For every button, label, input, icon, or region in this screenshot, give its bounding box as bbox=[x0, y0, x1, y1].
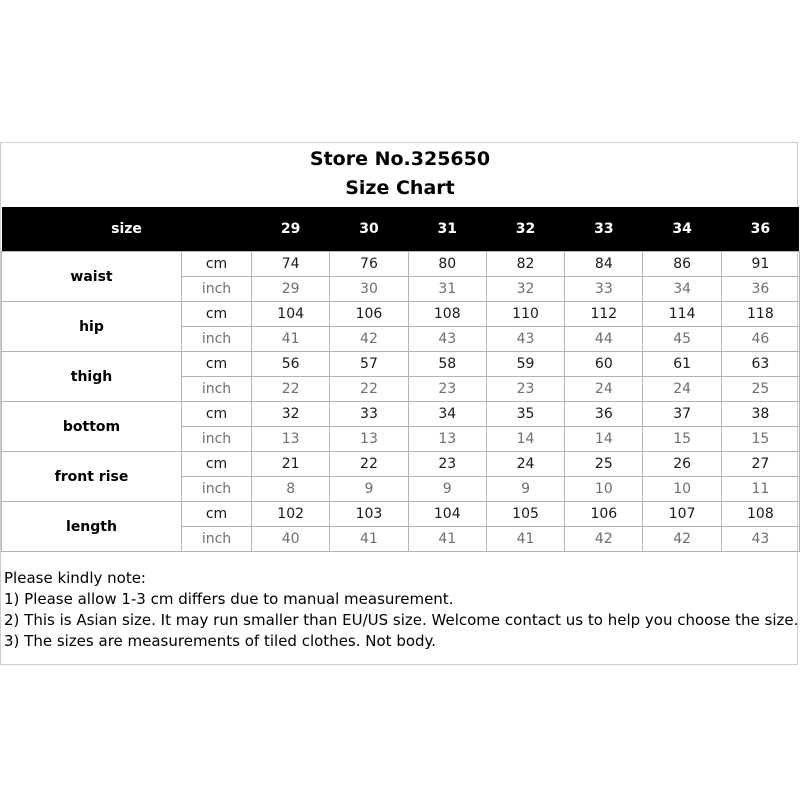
table-cell-cm: 112 bbox=[565, 302, 643, 327]
size-chart-table bbox=[1, 207, 800, 552]
table-cell-inch: 40 bbox=[252, 527, 330, 552]
table-cell-cm: 114 bbox=[643, 302, 721, 327]
table-cell-cm: 21 bbox=[252, 452, 330, 477]
table-cell-cm: 82 bbox=[486, 252, 564, 277]
size-col-header: 32 bbox=[486, 207, 564, 252]
table-cell-cm: 37 bbox=[643, 402, 721, 427]
note-item: 3) The sizes are measurements of tiled clothes. Not body. bbox=[4, 632, 437, 650]
table-cell-cm: 23 bbox=[408, 452, 486, 477]
table-cell-inch: 41 bbox=[408, 527, 486, 552]
table-cell-inch: 13 bbox=[330, 427, 408, 452]
size-col-header: 30 bbox=[330, 207, 408, 252]
table-cell-cm: 27 bbox=[721, 452, 799, 477]
table-cell-inch: 14 bbox=[486, 427, 564, 452]
table-cell-cm: 24 bbox=[486, 452, 564, 477]
table-cell-cm: 106 bbox=[565, 502, 643, 527]
table-cell-inch: 41 bbox=[330, 527, 408, 552]
table-row bbox=[2, 452, 800, 477]
table-row bbox=[2, 402, 800, 427]
unit-cm-label: cm bbox=[182, 302, 252, 327]
measurement-label: front rise bbox=[2, 452, 182, 502]
table-cell-cm: 104 bbox=[252, 302, 330, 327]
table-cell-cm: 36 bbox=[565, 402, 643, 427]
table-cell-cm: 108 bbox=[408, 302, 486, 327]
table-cell-cm: 84 bbox=[565, 252, 643, 277]
table-cell-cm: 60 bbox=[565, 352, 643, 377]
table-cell-cm: 34 bbox=[408, 402, 486, 427]
notes-heading: Please kindly note: bbox=[4, 569, 146, 587]
table-cell-inch: 31 bbox=[408, 277, 486, 302]
table-cell-cm: 22 bbox=[330, 452, 408, 477]
table-row bbox=[2, 252, 800, 277]
table-cell-inch: 14 bbox=[565, 427, 643, 452]
table-cell-cm: 91 bbox=[721, 252, 799, 277]
table-cell-cm: 80 bbox=[408, 252, 486, 277]
table-cell-cm: 63 bbox=[721, 352, 799, 377]
table-row bbox=[2, 302, 800, 327]
table-cell-inch: 23 bbox=[408, 377, 486, 402]
table-cell-inch: 22 bbox=[330, 377, 408, 402]
table-cell-inch: 10 bbox=[643, 477, 721, 502]
measurement-label: hip bbox=[2, 302, 182, 352]
table-cell-cm: 59 bbox=[486, 352, 564, 377]
table-cell-cm: 74 bbox=[252, 252, 330, 277]
size-header: size bbox=[2, 207, 252, 252]
size-col-header: 33 bbox=[565, 207, 643, 252]
table-cell-cm: 38 bbox=[721, 402, 799, 427]
size-chart-title: Size Chart bbox=[345, 177, 455, 199]
table-cell-cm: 56 bbox=[252, 352, 330, 377]
table-cell-inch: 22 bbox=[252, 377, 330, 402]
unit-inch-label: inch bbox=[182, 327, 252, 352]
table-cell-inch: 33 bbox=[565, 277, 643, 302]
table-cell-cm: 57 bbox=[330, 352, 408, 377]
table-cell-cm: 102 bbox=[252, 502, 330, 527]
table-cell-inch: 8 bbox=[252, 477, 330, 502]
unit-cm-label: cm bbox=[182, 402, 252, 427]
unit-cm-label: cm bbox=[182, 352, 252, 377]
table-cell-inch: 11 bbox=[721, 477, 799, 502]
table-cell-inch: 45 bbox=[643, 327, 721, 352]
table-cell-inch: 30 bbox=[330, 277, 408, 302]
table-cell-cm: 118 bbox=[721, 302, 799, 327]
table-cell-inch: 9 bbox=[330, 477, 408, 502]
table-cell-cm: 32 bbox=[252, 402, 330, 427]
table-cell-cm: 76 bbox=[330, 252, 408, 277]
table-cell-cm: 61 bbox=[643, 352, 721, 377]
notes-section bbox=[4, 568, 799, 652]
table-cell-cm: 105 bbox=[486, 502, 564, 527]
table-cell-inch: 43 bbox=[721, 527, 799, 552]
table-cell-inch: 32 bbox=[486, 277, 564, 302]
measurement-label: thigh bbox=[2, 352, 182, 402]
table-cell-cm: 26 bbox=[643, 452, 721, 477]
table-cell-inch: 10 bbox=[565, 477, 643, 502]
unit-inch-label: inch bbox=[182, 377, 252, 402]
table-cell-cm: 110 bbox=[486, 302, 564, 327]
table-cell-cm: 25 bbox=[565, 452, 643, 477]
table-cell-inch: 13 bbox=[408, 427, 486, 452]
table-cell-inch: 13 bbox=[252, 427, 330, 452]
table-cell-inch: 44 bbox=[565, 327, 643, 352]
table-cell-inch: 15 bbox=[643, 427, 721, 452]
table-row bbox=[2, 352, 800, 377]
table-cell-inch: 43 bbox=[408, 327, 486, 352]
table-cell-cm: 86 bbox=[643, 252, 721, 277]
table-cell-inch: 46 bbox=[721, 327, 799, 352]
table-cell-inch: 24 bbox=[643, 377, 721, 402]
table-cell-inch: 42 bbox=[565, 527, 643, 552]
table-cell-cm: 33 bbox=[330, 402, 408, 427]
unit-inch-label: inch bbox=[182, 527, 252, 552]
table-cell-cm: 108 bbox=[721, 502, 799, 527]
unit-inch-label: inch bbox=[182, 477, 252, 502]
table-cell-inch: 36 bbox=[721, 277, 799, 302]
size-col-header: 31 bbox=[408, 207, 486, 252]
unit-cm-label: cm bbox=[182, 452, 252, 477]
table-body bbox=[2, 252, 800, 552]
size-col-header: 36 bbox=[721, 207, 799, 252]
table-cell-inch: 34 bbox=[643, 277, 721, 302]
table-cell-cm: 103 bbox=[330, 502, 408, 527]
size-col-header: 29 bbox=[252, 207, 330, 252]
table-cell-cm: 107 bbox=[643, 502, 721, 527]
table-cell-inch: 41 bbox=[252, 327, 330, 352]
table-cell-inch: 42 bbox=[330, 327, 408, 352]
table-cell-inch: 41 bbox=[486, 527, 564, 552]
unit-cm-label: cm bbox=[182, 252, 252, 277]
table-cell-inch: 15 bbox=[721, 427, 799, 452]
measurement-label: bottom bbox=[2, 402, 182, 452]
measurement-label: waist bbox=[2, 252, 182, 302]
table-cell-inch: 9 bbox=[408, 477, 486, 502]
table-cell-cm: 106 bbox=[330, 302, 408, 327]
table-cell-inch: 25 bbox=[721, 377, 799, 402]
unit-cm-label: cm bbox=[182, 502, 252, 527]
table-cell-inch: 29 bbox=[252, 277, 330, 302]
table-cell-inch: 23 bbox=[486, 377, 564, 402]
unit-inch-label: inch bbox=[182, 277, 252, 302]
measurement-label: length bbox=[2, 502, 182, 552]
table-cell-inch: 9 bbox=[486, 477, 564, 502]
store-title: Store No.325650 bbox=[309, 148, 491, 170]
note-item: 2) This is Asian size. It may run smaller than EU/US size. Welcome contact us to help you choose the size. bbox=[4, 611, 799, 629]
table-cell-inch: 42 bbox=[643, 527, 721, 552]
size-col-header: 34 bbox=[643, 207, 721, 252]
table-cell-inch: 24 bbox=[565, 377, 643, 402]
note-item: 1) Please allow 1-3 cm differs due to manual measurement. bbox=[4, 590, 454, 608]
table-row bbox=[2, 502, 800, 527]
table-cell-cm: 58 bbox=[408, 352, 486, 377]
table-cell-inch: 43 bbox=[486, 327, 564, 352]
table-cell-cm: 35 bbox=[486, 402, 564, 427]
table-cell-cm: 104 bbox=[408, 502, 486, 527]
header-row bbox=[2, 207, 800, 252]
unit-inch-label: inch bbox=[182, 427, 252, 452]
